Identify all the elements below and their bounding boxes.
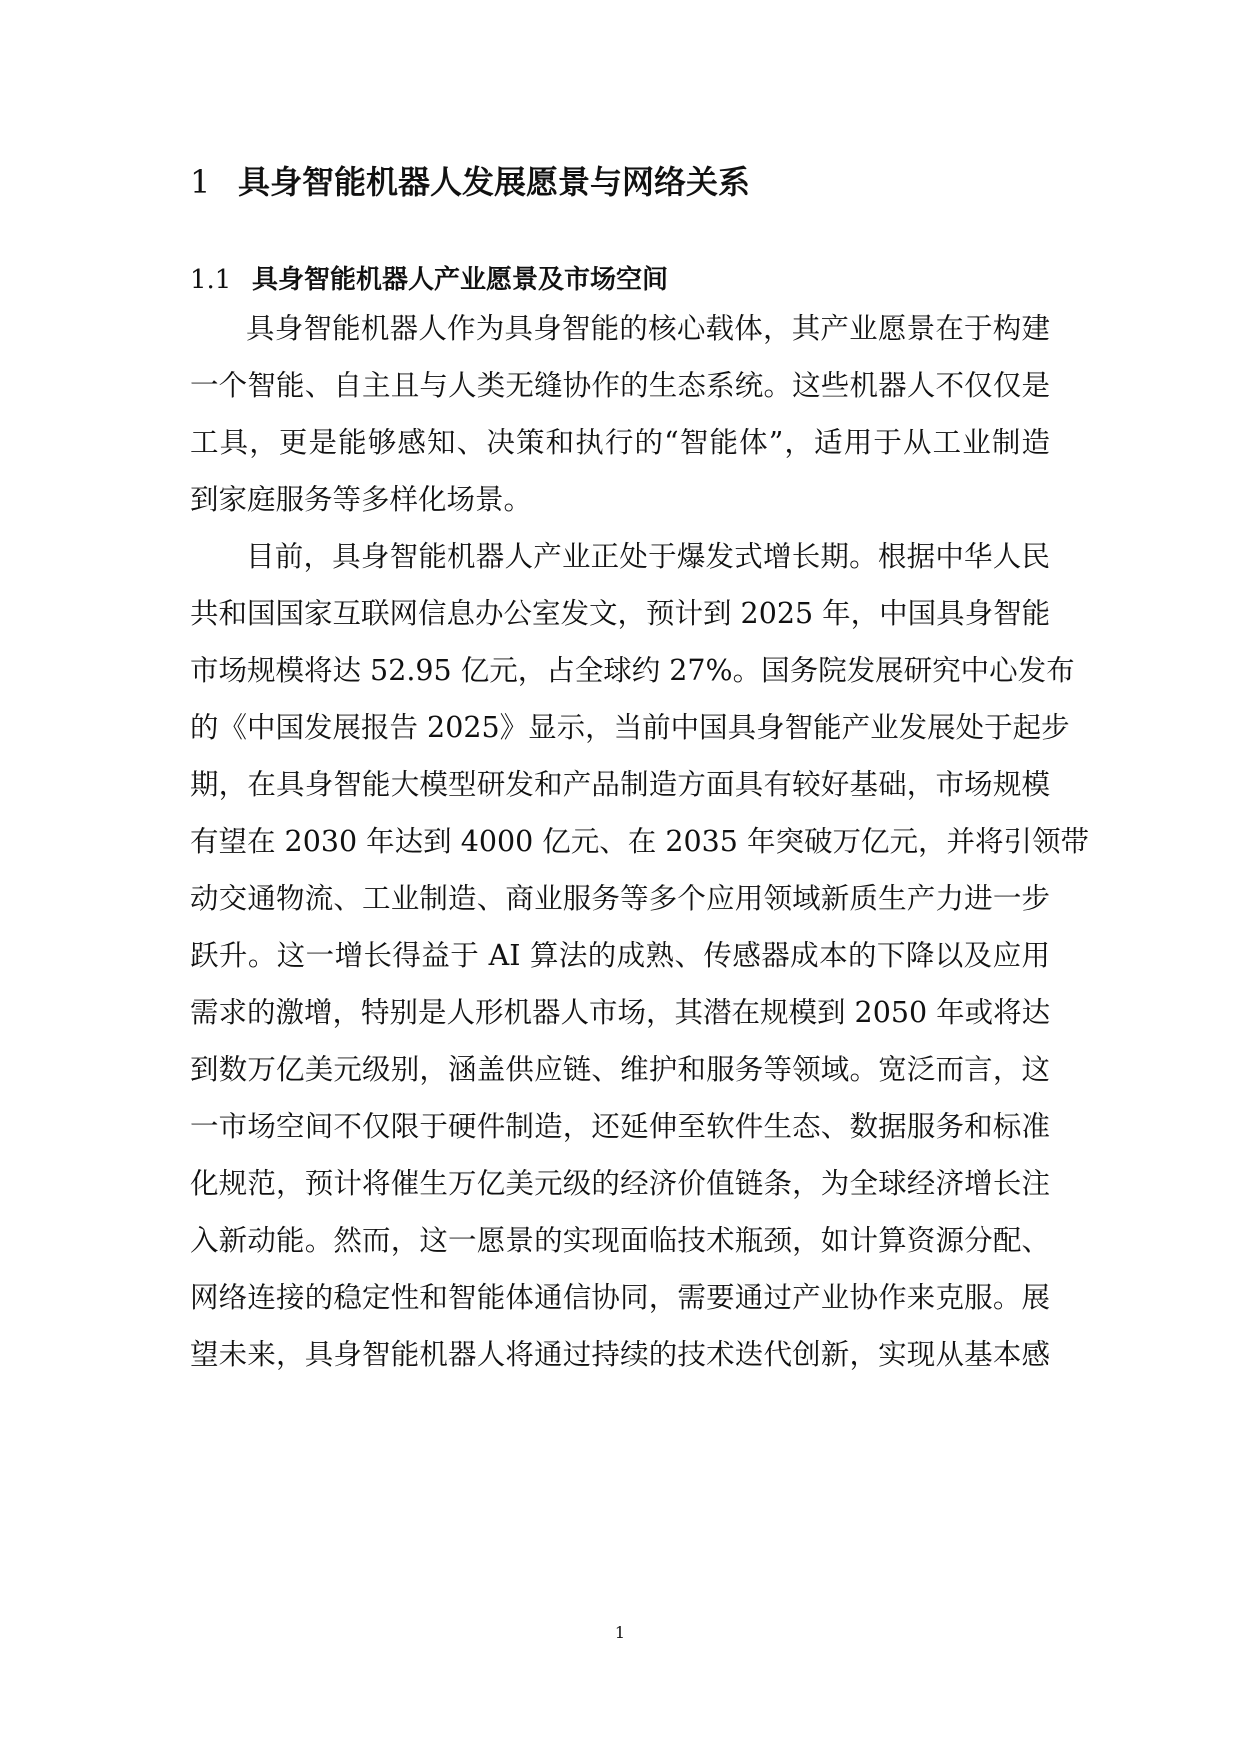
paragraph-2-line: 一市场空间不仅限于硬件制造，还延伸至软件生态、数据服务和标准 bbox=[190, 1110, 1050, 1143]
paragraph-1-line: 一个智能、自主且与人类无缝协作的生态系统。这些机器人不仅仅是 bbox=[190, 369, 1050, 402]
paragraph-2-line: 入新动能。然而，这一愿景的实现面临技术瓶颈，如计算资源分配、 bbox=[190, 1224, 1050, 1257]
paragraph-2-line: 跃升。这一增长得益于 AI 算法的成熟、传感器成本的下降以及应用 bbox=[190, 939, 1050, 972]
paragraph-1-line: 工具，更是能够感知、决策和执行的“智能体”，适用于从工业制造 bbox=[190, 426, 1050, 459]
chapter-heading bbox=[190, 158, 750, 206]
paragraph-2-line: 网络连接的稳定性和智能体通信协同，需要通过产业协作来克服。展 bbox=[190, 1281, 1050, 1314]
chapter-number: 1 bbox=[190, 163, 211, 201]
chapter-title: 具身智能机器人发展愿景与网络关系 bbox=[238, 163, 751, 201]
page-number: 1 bbox=[614, 1623, 626, 1642]
paragraph-2-line: 望未来，具身智能机器人将通过持续的技术迭代创新，实现从基本感 bbox=[190, 1338, 1050, 1371]
paragraph-2-line: 期，在具身智能大模型研发和产品制造方面具有较好基础，市场规模 bbox=[190, 768, 1050, 801]
paragraph-2-line: 市场规模将达 52.95 亿元，占全球约 27%。国务院发展研究中心发布 bbox=[190, 654, 1075, 687]
paragraph-2-line: 化规范，预计将催生万亿美元级的经济价值链条，为全球经济增长注 bbox=[190, 1167, 1050, 1200]
paragraph-1-line: 具身智能机器人作为具身智能的核心载体，其产业愿景在于构建 bbox=[246, 312, 1050, 345]
paragraph-2-line: 的《中国发展报告 2025》显示，当前中国具身智能产业发展处于起步 bbox=[190, 711, 1070, 744]
paragraph-2-line: 有望在 2030 年达到 4000 亿元、在 2035 年突破万亿元，并将引领带 bbox=[190, 825, 1089, 858]
paragraph-2-line: 动交通物流、工业制造、商业服务等多个应用领域新质生产力进一步 bbox=[190, 882, 1050, 915]
paragraph-1-line: 到家庭服务等多样化场景。 bbox=[190, 483, 533, 516]
section-number: 1.1 bbox=[190, 265, 232, 295]
section-title: 具身智能机器人产业愿景及市场空间 bbox=[252, 265, 669, 295]
paragraph-2-line: 需求的激增，特别是人形机器人市场，其潜在规模到 2050 年或将达 bbox=[190, 996, 1051, 1029]
paragraph-2-line: 到数万亿美元级别，涵盖供应链、维护和服务等领域。宽泛而言，这 bbox=[190, 1053, 1050, 1086]
section-heading bbox=[190, 260, 668, 300]
paragraph-2-line: 目前，具身智能机器人产业正处于爆发式增长期。根据中华人民 bbox=[246, 540, 1050, 573]
paragraph-2-line: 共和国国家互联网信息办公室发文，预计到 2025 年，中国具身智能 bbox=[190, 597, 1051, 630]
